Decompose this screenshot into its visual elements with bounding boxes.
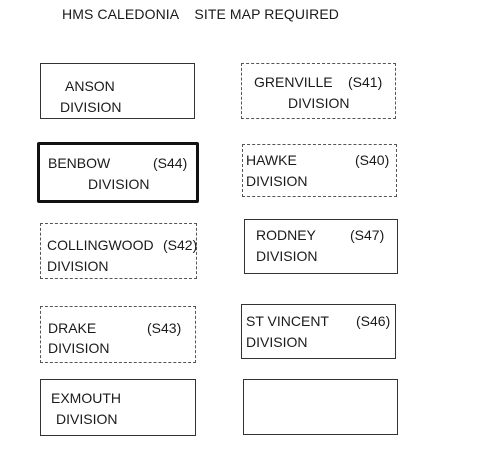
division-name: RODNEY xyxy=(256,227,316,243)
division-box-exmouth xyxy=(40,379,196,436)
division-label: DIVISION xyxy=(47,258,109,274)
division-box-st-vincent xyxy=(241,304,396,359)
division-code: (S42) xyxy=(163,237,198,253)
division-code: (S47) xyxy=(350,227,385,243)
division-name: ST VINCENT xyxy=(246,313,329,329)
division-box-drake xyxy=(40,306,196,363)
division-box-empty xyxy=(243,379,398,435)
division-label: DIVISION xyxy=(88,176,150,192)
division-code: (S40) xyxy=(355,152,390,168)
division-name: HAWKE xyxy=(246,152,297,168)
division-code: (S43) xyxy=(147,320,182,336)
division-name: COLLINGWOOD xyxy=(47,237,154,253)
division-label: DIVISION xyxy=(246,334,308,350)
division-box-grenville xyxy=(241,63,396,119)
division-box-benbow xyxy=(37,142,199,203)
division-box-anson xyxy=(40,63,195,119)
division-name: ANSON xyxy=(65,78,115,94)
division-name: GRENVILLE xyxy=(254,74,333,90)
division-code: (S44) xyxy=(153,155,188,171)
division-label: DIVISION xyxy=(256,248,318,264)
division-box-rodney xyxy=(244,219,398,274)
division-name: DRAKE xyxy=(48,320,97,336)
division-name: EXMOUTH xyxy=(51,390,121,406)
division-box-collingwood xyxy=(40,223,197,279)
division-name: BENBOW xyxy=(48,155,111,171)
division-label: DIVISION xyxy=(48,340,110,356)
page-title: HMS CALEDONIA SITE MAP REQUIRED xyxy=(62,6,339,22)
division-code: (S46) xyxy=(356,313,391,329)
division-label: DIVISION xyxy=(60,99,122,115)
division-label: DIVISION xyxy=(288,95,350,111)
division-label: DIVISION xyxy=(246,173,308,189)
division-code: (S41) xyxy=(348,74,383,90)
division-box-hawke xyxy=(242,144,397,197)
division-label: DIVISION xyxy=(56,411,118,427)
